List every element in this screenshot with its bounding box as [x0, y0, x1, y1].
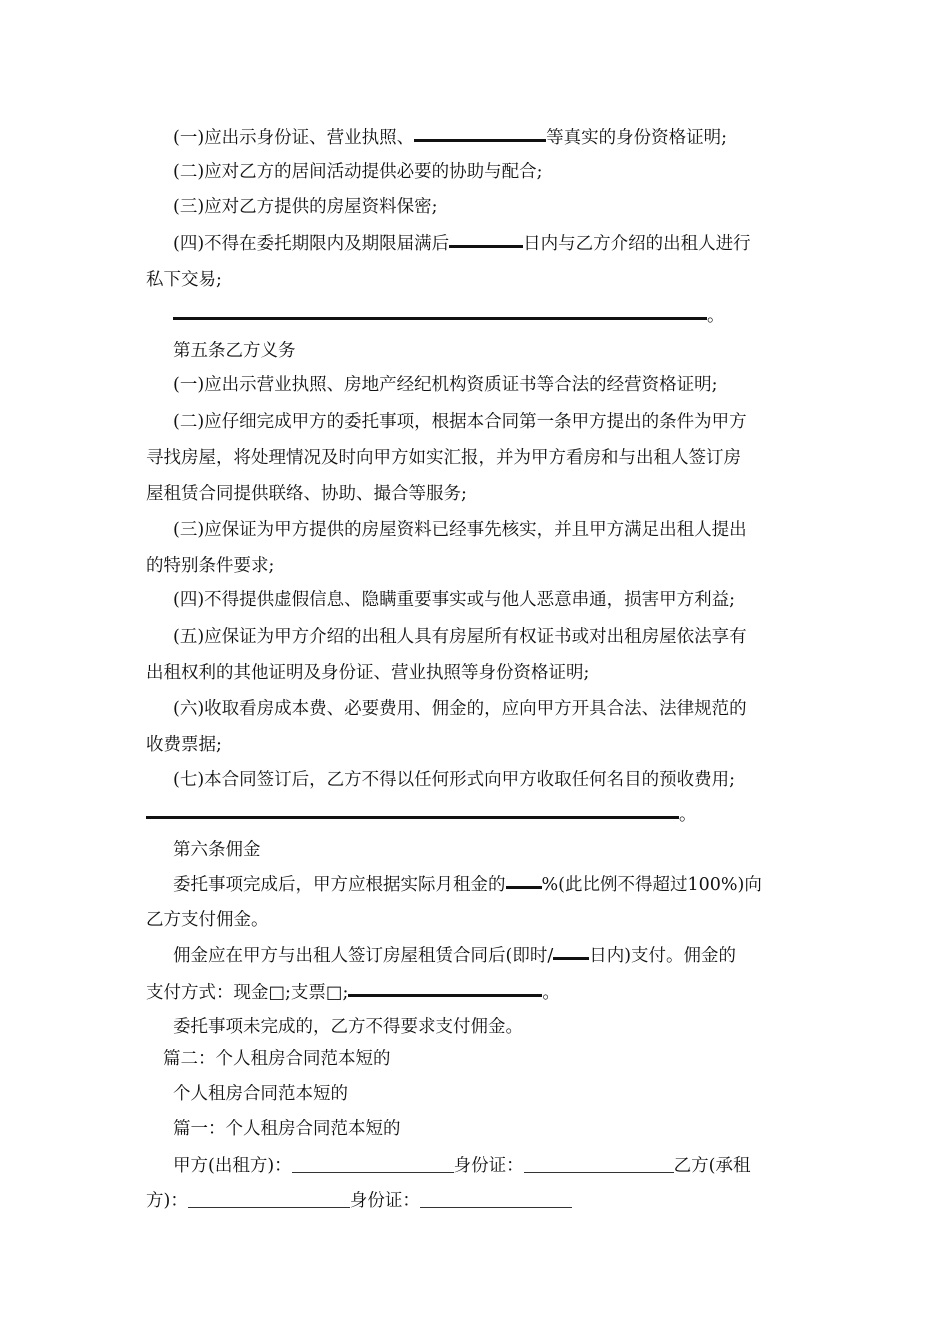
clause-4-item-4-cont: 私下交易; [146, 270, 222, 290]
fill-blank [524, 1156, 674, 1173]
fill-blank [188, 1191, 350, 1208]
clause-5-item-5-cont: 出租权利的其他证明及身份证、营业执照等身份资格证明; [146, 663, 590, 683]
clause-6-heading: 第六条佣金 [173, 840, 261, 860]
fill-blank [420, 1191, 572, 1208]
clause-6-para-3: 委托事项未完成的，乙方不得要求支付佣金。 [173, 1017, 523, 1037]
clause-5-item-2-cont: 寻找房屋，将处理情况及时向甲方如实汇报，并为甲方看房和与出租人签订房 [146, 448, 741, 468]
clause-4-item-2: (二)应对乙方的居间活动提供必要的协助与配合; [173, 162, 543, 182]
clause-4-item-4: (四)不得在委托期限内及期限届满后 日内与乙方介绍的出租人进行 [173, 234, 751, 254]
clause-5-item-4: (四)不得提供虚假信息、隐瞒重要事实或与他人恶意串通，损害甲方利益; [173, 590, 736, 610]
clause-5-item-7: (七)本合同签订后，乙方不得以任何形式向甲方收取任何名目的预收费用; [173, 770, 736, 790]
section-title-2: 篇二：个人租房合同范本短的 [163, 1049, 391, 1069]
clause-5-item-6-cont: 收费票据; [146, 735, 222, 755]
clause-5-item-3-cont: 的特别条件要求; [146, 556, 275, 576]
clause-6-para-2: 佣金应在甲方与出租人签订房屋租赁合同后(即时/ 日内)支付。佣金的 [173, 946, 737, 966]
clause-6-para-1-cont: 乙方支付佣金。 [146, 910, 269, 930]
fill-blank [292, 1156, 454, 1173]
clause-5-item-1: (一)应出示营业执照、房地产经纪机构资质证书等合法的经营资格证明; [173, 375, 718, 395]
fill-blank [348, 982, 542, 997]
fill-blank [553, 945, 589, 960]
fill-blank [506, 874, 542, 889]
clause-4-item-1: (一)应出示身份证、营业执照、 等真实的身份资格证明; [173, 128, 728, 148]
fill-blank [146, 804, 679, 819]
fill-blank [449, 233, 523, 248]
party-a-line: 甲方(出租方)： 身份证： 乙方(承租 [173, 1156, 751, 1176]
clause-6-para-1: 委托事项完成后，甲方应根据实际月租金的 %(此比例不得超过100%)向 [173, 875, 762, 895]
clause-5-heading: 第五条乙方义务 [173, 341, 296, 361]
clause-6-para-2-cont: 支付方式：现金□;支票□; 。 [146, 983, 560, 1003]
clause-5-item-6: (六)收取看房成本费、必要费用、佣金的，应向甲方开具合法、法律规范的 [173, 699, 747, 719]
clause-5-item-5: (五)应保证为甲方介绍的出租人具有房屋所有权证书或对出租房屋依法享有 [173, 627, 747, 647]
clause-5-blank-line: 。 [146, 803, 697, 827]
party-b-line: 方)： 身份证： [146, 1189, 572, 1213]
clause-5-item-3: (三)应保证为甲方提供的房屋资料已经事先核实，并且甲方满足出租人提出 [173, 520, 747, 540]
document-title: 个人租房合同范本短的 [173, 1084, 348, 1104]
clause-5-item-2-cont: 屋租赁合同提供联络、协助、撮合等服务; [146, 484, 467, 504]
clause-4-item-3: (三)应对乙方提供的房屋资料保密; [173, 197, 438, 217]
fill-blank [173, 305, 707, 320]
clause-4-blank-line: 。 [173, 304, 725, 328]
fill-blank [414, 127, 546, 142]
clause-5-item-2: (二)应仔细完成甲方的委托事项，根据本合同第一条甲方提出的条件为甲方 [173, 412, 747, 432]
section-title-1: 篇一：个人租房合同范本短的 [173, 1119, 401, 1139]
